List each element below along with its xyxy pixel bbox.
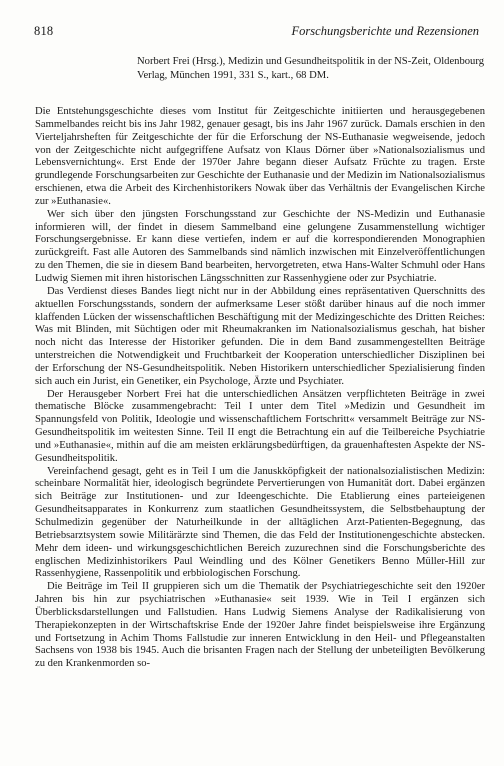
paragraph: Der Herausgeber Norbert Frei hat die unterschiedlichen Ansätzen verpflichteten Beiträge in zwei thematische Blöcke zusammengebracht: Teil I unter dem Titel »Medizin und Gesundheit im Spannungsfeld von Politik, Ideologie und wissenschaftlichem Fortschritt« versammelt Beiträge zur NS-Gesundheitspolitik im weitesten Sinne. Teil II engt die Betrachtung ein auf die Teilbereiche Psychiatrie und »Euthanasie«, mithin auf die am meisten erklärungsbedürftigen, da grauenhaftesten Aspekte der NS-Gesundheitspolitik.: [35, 388, 485, 464]
page-number: 818: [34, 24, 54, 38]
running-head: Forschungsberichte und Rezensionen: [291, 24, 479, 38]
paragraph: Vereinfachend gesagt, geht es in Teil I um die Januskköpfigkeit der nationalsozialistischen Medizin: scheinbare Normalität hier, ideologisch begründete Pervertierungen von Humanität dort. Dabei ergänzen sich Beiträge zur Institutionen- und zur Ideengeschichte. Die Etablierung eines parteieigenen Gesundheitsapparates in Konkurrenz zum staatlichen Gesundheitssystem, die Selbstbehauptung der Schulmedizin gegenüber der Naturheilkunde in der alltäglichen Arzt-Patienten-Begegnung, das Betriebsarztsystem sowie Militärärzte sind Themen, die das Feld der Institutionengeschichte abstecken. Mehr dem ideen- und wirkungsgeschichtlichen Bereich zuzurechnen sind die Forschungsberichte des englischen Medizinhistorikers Paul Weindling und des Kölner Genetikers Benno Müller-Hill zur Rassenhygiene, Rassenpolitik und erbbiologischen Forschung.: [35, 465, 485, 580]
paragraph: Wer sich über den jüngsten Forschungsstand zur Geschichte der NS-Medizin und Euthanasie informieren will, der findet in diesem Sammelband eine gelungene Zusammenstellung wichtiger Forschungsergebnisse. Er kann diese vertiefen, indem er auf die korrespondierenden Monographien zurückgreift. Fast alle Autoren des Sammelbands sind nämlich inzwischen mit Einzelveröffentlichungen zu den Themen, die sie in diesem Band bearbeiten, hervorgetreten, etwa Hans-Walter Schmuhl oder Hans Ludwig Siemen mit ihren historischen Längsschnitten zur Rassenhygiene oder zur Psychiatrie.: [35, 208, 485, 284]
paragraph: Die Entstehungsgeschichte dieses vom Institut für Zeitgeschichte initiierten und herausgegebenen Sammelbandes reicht bis ins Jahr 1982, genauer gesagt, bis ins Jahr 1967 zurück. Damals erschien in den Vierteljahrsheften für Zeitgeschichte der für die Erforschung der NS-Euthanasie wegweisende, jedoch von der Zeitgeschichte nicht aufgegriffene Aufsatz von Klaus Dörner über »Nationalsozialismus und Lebensvernichtung«. Erst Ende der 1970er Jahre begann dieser Aufsatz Früchte zu tragen. Erste grundlegende Forschungsarbeiten zur Geschichte der Euthanasie und der Medizin im Nationalsozialismus erschienen, etwa die Arbeit des Kirchenhistorikers Nowak über das Verhältnis der Evangelischen Kirche zur »Euthanasie«.: [35, 106, 485, 207]
bibliographic-citation: Norbert Frei (Hrsg.), Medizin und Gesundheitspolitik in der NS-Zeit, Oldenbourg Verlag, München 1991, 331 S., kart., 68 DM.: [137, 56, 484, 81]
paragraph: Die Beiträge im Teil II gruppieren sich um die Thematik der Psychiatriegeschichte seit den 1920er Jahren bis hin zur psychiatrischen »Euthanasie« seit 1939. Wie in Teil I ergänzen sich Überblicksdarstellungen und Fallstudien. Hans Ludwig Siemens Analyse der Radikalisierung von Therapiekonzepten in der Wirtschaftskrise Ende der 1920er Jahre findet beispielsweise ihre Ergänzung und Fortsetzung in Achim Thoms Fallstudie zur inneren Entwicklung in den Heil- und Pflegeanstalten Sachsens von 1938 bis 1945. Auch die brisanten Fragen nach der Stellung der unbeteiligten Bevölkerung zu den Krankenmorden so-: [35, 581, 485, 670]
paragraph: Das Verdienst dieses Bandes liegt nicht nur in der Abbildung eines repräsentativen Querschnitts des aktuellen Forschungsstands, sondern der aufmerksame Leser stößt darüber hinaus auf die noch immer klaffenden Lücken der wissenschaftlichen Beschäftigung mit der Medizingeschichte des Dritten Reiches: Was mit Blinden, mit Süchtigen oder mit Rheumakranken im Nationalsozialismus geschah, hat bisher noch nicht das Interesse der Historiker gefunden. Die in dem Band zusammengestellten Beiträge unterstreichen die Notwendigkeit und Fruchtbarkeit der Kooperation unterschiedlicher Disziplinen bei der Erforschung der NS-Gesundheitspolitik. Neben Historikern unterschiedlicher Spezialisierung finden sich auch ein Jurist, ein Genetiker, ein Psychologe, Ärzte und Psychiater.: [35, 285, 485, 387]
review-body: [35, 106, 485, 671]
